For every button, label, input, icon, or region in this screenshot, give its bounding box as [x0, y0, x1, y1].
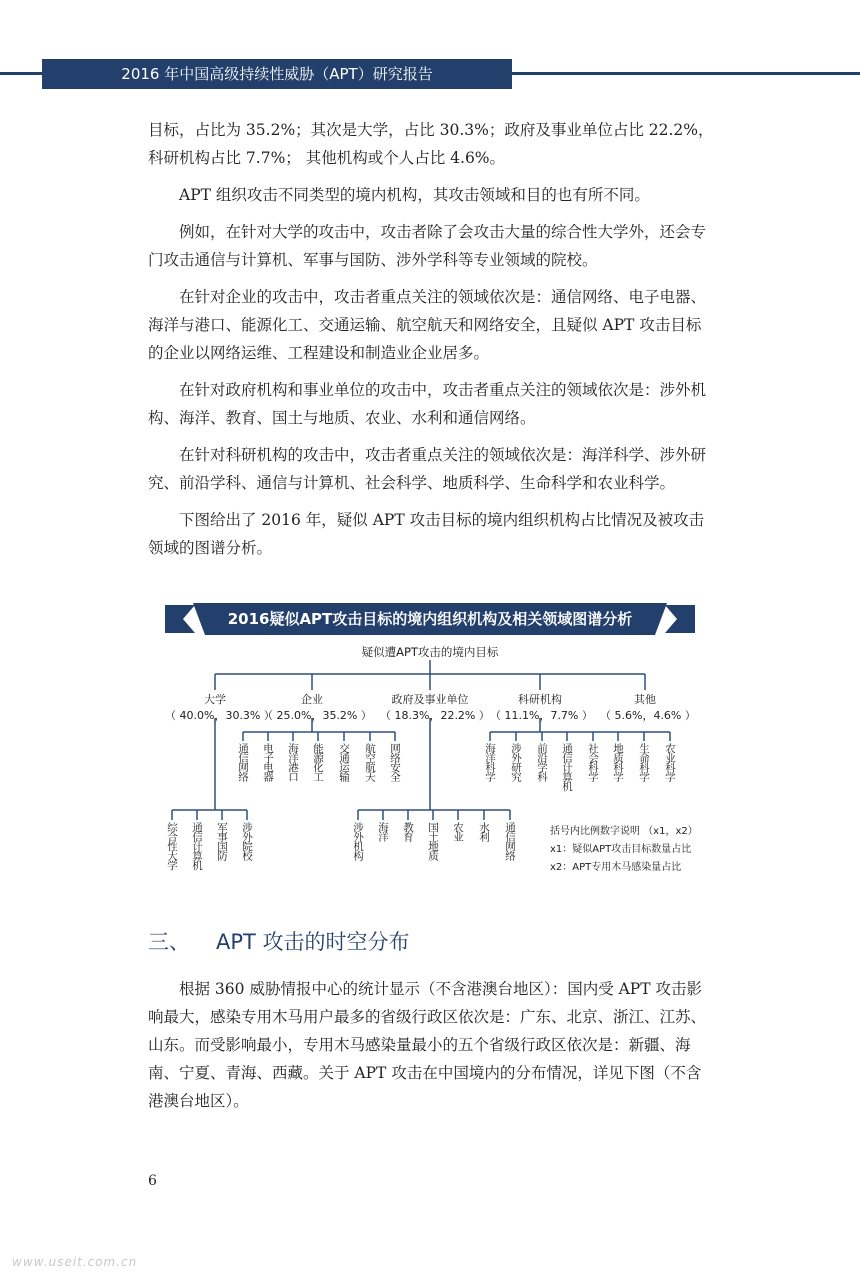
government-field: 海洋 [377, 822, 389, 841]
diagram-title: 2016疑似APT攻击目标的境内组织机构及相关领域图谱分析 [227, 610, 633, 628]
category-name: 企业 [301, 693, 323, 706]
government-field: 国土地质 [427, 822, 439, 860]
page-number: 6 [148, 1173, 157, 1189]
university-field: 综合性大学 [166, 822, 178, 870]
paragraph: APT 组织攻击不同类型的境内机构，其攻击领域和目的也有所不同。 [179, 186, 650, 204]
section-heading [148, 926, 410, 956]
legend-x2: x2：APT专用木马感染量占比 [550, 862, 682, 873]
research-field: 地质科学 [612, 743, 624, 781]
enterprise-field: 网络安全 [389, 743, 401, 781]
government-field: 涉外机构 [352, 822, 364, 860]
section-title: APT 攻击的时空分布 [216, 930, 410, 954]
paragraph: 例如，在针对大学的攻击中，攻击者除了会攻击大量的综合性大学外，还会专门攻击通信与计算机、军事与国防、涉外学科等专业领域的院校。 [148, 223, 707, 269]
section-number: 三、 [148, 930, 190, 954]
category-pct: （ 18.3%，22.2% ） [380, 709, 490, 722]
report-header-title: 2016 年中国高级持续性威胁（APT）研究报告 [42, 59, 512, 89]
category-enterprise [262, 691, 372, 723]
category-name: 其他 [634, 693, 656, 706]
category-research [490, 691, 593, 723]
paragraph: 目标，占比为 35.2%；其次是大学，占比 30.3%；政府及事业单位占比 22.2%，科研机构占比 7.7%； 其他机构或个人占比 4.6%。 [148, 121, 714, 167]
research-field: 涉外研究 [510, 743, 522, 781]
paragraph: 在针对政府机构和事业单位的攻击中，攻击者重点关注的领域依次是：涉外机构、海洋、教育、国土与地质、农业、水利和通信网络。 [148, 381, 707, 427]
university-field: 通信计算机 [191, 822, 203, 870]
government-field: 教育 [402, 822, 414, 841]
category-name: 政府及事业单位 [391, 693, 469, 706]
enterprise-field: 交通运输 [338, 743, 350, 781]
paragraph: 在针对企业的攻击中，攻击者重点关注的领域依次是：通信网络、电子电器、海洋与港口、能源化工、交通运输、航空航天和网络安全，且疑似 APT 攻击目标的企业以网络运维、工程建设和制造业企业居多。 [148, 288, 707, 362]
category-pct: （ 25.0%，35.2% ） [262, 709, 372, 722]
university-field: 涉外院校 [241, 822, 253, 860]
legend-title: 括号内比例数字说明 （x1，x2） [550, 826, 698, 837]
legend-x1: x1：疑似APT攻击目标数量占比 [550, 844, 692, 855]
government-field: 通信网络 [504, 822, 516, 860]
body-text [148, 116, 716, 571]
category-pct: （ 40.0%，30.3% ） [165, 709, 275, 722]
paragraph: 在针对科研机构的攻击中，攻击者重点关注的领域依次是：海洋科学、涉外研究、前沿学科、通信与计算机、社会科学、地质科学、生命科学和农业科学。 [148, 446, 707, 492]
enterprise-field: 能源化工 [312, 743, 324, 781]
enterprise-field: 电子电器 [262, 743, 274, 781]
watermark: www.useit.com.cn [12, 1255, 138, 1269]
category-name: 科研机构 [518, 693, 562, 706]
enterprise-field: 海洋港口 [287, 743, 299, 781]
enterprise-field: 航空航天 [364, 743, 376, 781]
category-pct: （ 11.1%，7.7% ） [490, 709, 593, 722]
research-field: 前沿学科 [536, 743, 548, 781]
paragraph: 根据 360 威胁情报中心的统计显示（不含港澳台地区）：国内受 APT 攻击影响最大，感染专用木马用户最多的省级行政区依次是：广东、北京、浙江、江苏、山东。而受影响最小，专用木马感染量最小的五个省级行政区依次是：新疆、海南、宁夏、青海、西藏。关于 APT 攻击在中国境内的分布情况，详见下图（不含港澳台地区）。 [148, 980, 707, 1110]
research-field: 生命科学 [638, 743, 650, 781]
category-government [380, 691, 490, 723]
category-pct: （ 5.6%，4.6% ） [600, 709, 696, 722]
research-field: 社会科学 [587, 743, 599, 781]
government-field: 农业 [452, 822, 464, 841]
diagram-legend [550, 822, 698, 873]
enterprise-field: 通信网络 [237, 743, 249, 781]
diagram-root-label: 疑似遭APT攻击的境内目标 [361, 645, 499, 659]
paragraph: 下图给出了 2016 年，疑似 APT 攻击目标的境内组织机构占比情况及被攻击领域的图谱分析。 [148, 511, 705, 557]
org-field-diagram [150, 638, 710, 888]
category-name: 大学 [204, 693, 226, 706]
research-field: 通信计算机 [561, 743, 573, 791]
government-field: 水利 [478, 822, 490, 841]
section-body [148, 975, 716, 1115]
category-other [600, 691, 696, 723]
category-university [165, 691, 275, 723]
research-field: 海洋科学 [484, 743, 496, 781]
research-field: 农业科学 [664, 743, 676, 781]
university-field: 军事国防 [216, 822, 228, 860]
